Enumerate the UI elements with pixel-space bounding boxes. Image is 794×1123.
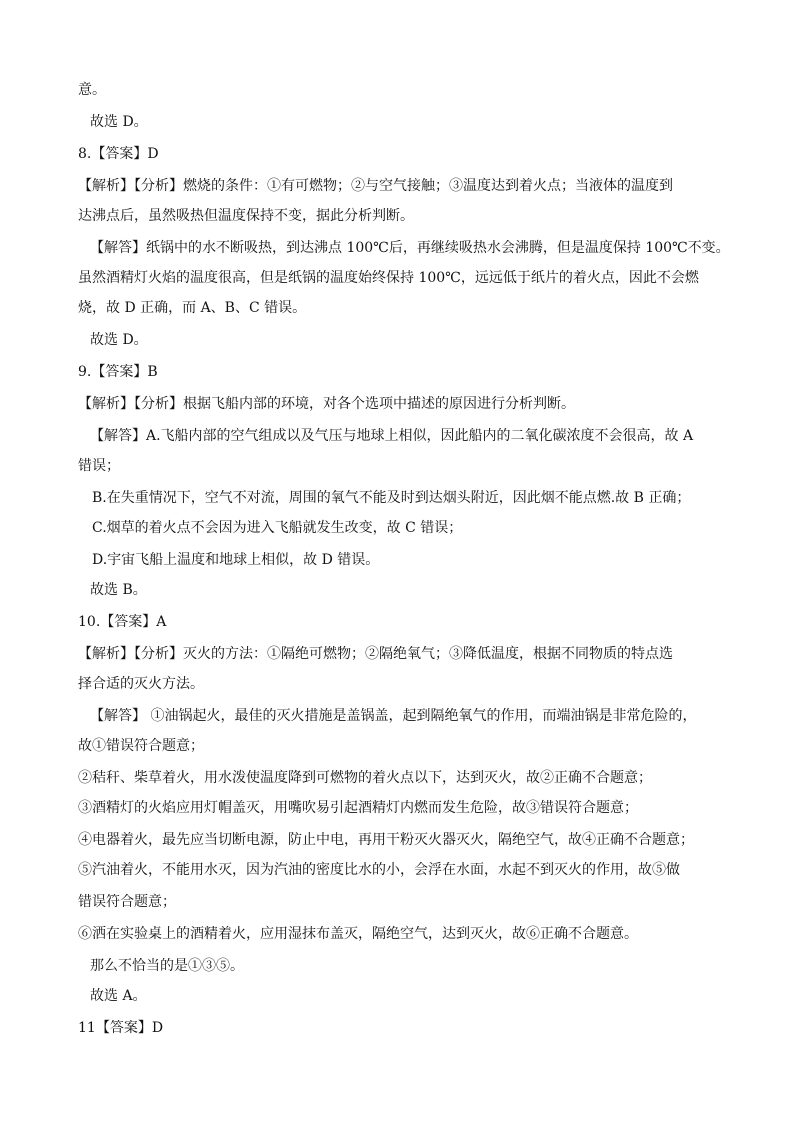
text-line: 故选 B。 (90, 582, 147, 598)
text-line: 虽然酒精灯火焰的温度很高，但是纸锅的温度始终保持 100℃，远远低于纸片的着火点，因此不会燃 (78, 270, 699, 286)
text-line: 【解答】 ①油锅起火，最佳的灭火措施是盖锅盖，起到隔绝氧气的作用，而端油锅是非常危险的， (90, 708, 697, 724)
text-line: 【解答】A.飞船内部的空气组成以及气压与地球上相似，因此船内的二氧化碳浓度不会很高，故 A (90, 428, 694, 444)
answer-heading-11: 11【答案】D (78, 1020, 164, 1036)
text-line: 故选 A。 (90, 988, 147, 1004)
text-line: 意。 (78, 82, 106, 98)
text-line: ⑤汽油着火，不能用水灭，因为汽油的密度比水的小，会浮在水面，水起不到灭火的作用，故⑤做 (78, 862, 680, 878)
text-line: ④电器着火，最先应当切断电源，防止中电，再用干粉灭火器灭火，隔绝空气，故④正确不合题意； (78, 832, 694, 848)
text-line: B.在失重情况下，空气不对流，周围的氧气不能及时到达烟头附近，因此烟不能点燃.故 B 正确； (92, 490, 691, 506)
text-line: 错误； (78, 458, 120, 474)
text-line: 故选 D。 (90, 332, 148, 348)
text-line: 【解析】【分析】燃烧的条件：①有可燃物；②与空气接触；③温度达到着火点；当液体的温度到 (78, 178, 673, 194)
text-line: D.宇宙飞船上温度和地球上相似，故 D 错误。 (92, 552, 380, 568)
text-line: 达沸点后，虽然吸热但温度保持不变，据此分析判断。 (78, 208, 414, 224)
text-line: 故①错误符合题意； (78, 738, 204, 754)
answer-heading-10: 10.【答案】A (78, 614, 167, 630)
text-line: 【解答】纸锅中的水不断吸热，到达沸点 100℃后，再继续吸热水会沸腾，但是温度保持 100℃不变。 (90, 240, 730, 256)
text-line: 择合适的灭火方法。 (78, 676, 204, 692)
answer-heading-8: 8.【答案】D (78, 146, 159, 162)
text-line: C.烟草的着火点不会因为进入飞船就发生改变，故 C 错误； (92, 520, 463, 536)
answer-heading-9: 9.【答案】B (78, 364, 158, 380)
text-line: 【解析】【分析】根据飞船内部的环境，对各个选项中描述的原因进行分析判断。 (78, 396, 575, 412)
text-line: ②秸秆、柴草着火，用水泼使温度降到可燃物的着火点以下，达到灭火，故②正确不合题意； (78, 770, 652, 786)
text-line: ⑥洒在实验桌上的酒精着火，应用湿抹布盖灭，隔绝空气，达到灭火，故⑥正确不合题意。 (78, 926, 638, 942)
text-line: 烧，故 D 正确，而 A、B、C 错误。 (78, 300, 307, 316)
text-line: 故选 D。 (90, 114, 148, 130)
text-line: 【解析】【分析】灭火的方法：①隔绝可燃物；②隔绝氧气；③降低温度，根据不同物质的特点选 (78, 646, 673, 662)
text-line: 错误符合题意； (78, 894, 176, 910)
text-line: 那么不恰当的是①③⑤。 (90, 958, 244, 974)
text-line: ③酒精灯的火焰应用灯帽盖灭，用嘴吹易引起酒精灯内燃而发生危险，故③错误符合题意； (78, 800, 638, 816)
